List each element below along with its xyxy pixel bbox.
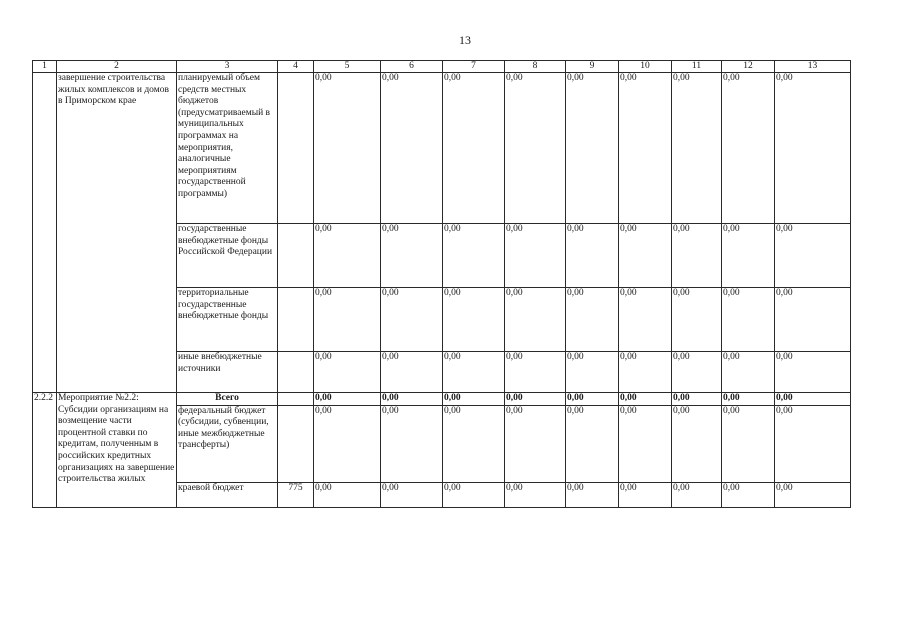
header-cell: 12 — [722, 61, 775, 73]
value-cell: 0,00 — [672, 224, 722, 288]
item-code: 2.2.2 — [33, 393, 57, 508]
funding-source: федеральный бюджет (субсидии, субвенции, иные межбюджетные трансферты) — [177, 405, 278, 482]
value-cell: 0,00 — [505, 405, 566, 482]
funding-source: Всего — [177, 393, 278, 406]
value-cell: 0,00 — [314, 288, 381, 352]
value-cell: 0,00 — [619, 224, 672, 288]
value-cell: 0,00 — [619, 482, 672, 507]
header-cell: 9 — [566, 61, 619, 73]
header-cell: 3 — [177, 61, 278, 73]
item-code — [33, 73, 57, 393]
value-cell: 0,00 — [775, 393, 851, 406]
value-cell: 0,00 — [672, 393, 722, 406]
header-cell: 1 — [33, 61, 57, 73]
value-cell: 0,00 — [381, 73, 443, 224]
value-cell: 0,00 — [775, 224, 851, 288]
budget-code — [278, 288, 314, 352]
value-cell: 0,00 — [672, 288, 722, 352]
item-description: Мероприятие №2.2: Субсидии организациям на возмещение части процентной ставки по кредитам, полученным в российских кредитных организациях на завершение строительства жилых — [57, 393, 177, 508]
table-header-row — [33, 61, 851, 73]
budget-code — [278, 393, 314, 406]
value-cell: 0,00 — [566, 405, 619, 482]
header-cell: 4 — [278, 61, 314, 73]
value-cell: 0,00 — [722, 352, 775, 393]
value-cell: 0,00 — [314, 73, 381, 224]
table-row — [33, 73, 851, 224]
value-cell: 0,00 — [722, 405, 775, 482]
value-cell: 0,00 — [381, 224, 443, 288]
value-cell: 0,00 — [381, 288, 443, 352]
value-cell: 0,00 — [619, 73, 672, 224]
value-cell: 0,00 — [443, 393, 505, 406]
value-cell: 0,00 — [505, 482, 566, 507]
value-cell: 0,00 — [619, 393, 672, 406]
value-cell: 0,00 — [775, 288, 851, 352]
value-cell: 0,00 — [443, 352, 505, 393]
item-description: завершение строительства жилых комплексов и домов в Приморском крае — [57, 73, 177, 393]
value-cell: 0,00 — [619, 405, 672, 482]
value-cell: 0,00 — [566, 288, 619, 352]
value-cell: 0,00 — [381, 352, 443, 393]
value-cell: 0,00 — [672, 73, 722, 224]
value-cell: 0,00 — [566, 224, 619, 288]
funding-source: территориальные государственные внебюджетные фонды — [177, 288, 278, 352]
header-cell: 8 — [505, 61, 566, 73]
value-cell: 0,00 — [775, 73, 851, 224]
value-cell: 0,00 — [381, 393, 443, 406]
value-cell: 0,00 — [722, 482, 775, 507]
header-cell: 10 — [619, 61, 672, 73]
value-cell: 0,00 — [672, 352, 722, 393]
value-cell: 0,00 — [381, 482, 443, 507]
value-cell: 0,00 — [775, 352, 851, 393]
value-cell: 0,00 — [443, 73, 505, 224]
header-cell: 2 — [57, 61, 177, 73]
value-cell: 0,00 — [722, 224, 775, 288]
value-cell: 0,00 — [619, 352, 672, 393]
budget-code: 775 — [278, 482, 314, 507]
value-cell: 0,00 — [505, 352, 566, 393]
header-cell: 7 — [443, 61, 505, 73]
funding-source: иные внебюджетные источники — [177, 352, 278, 393]
page-number: 13 — [459, 33, 471, 47]
funding-source: краевой бюджет — [177, 482, 278, 507]
value-cell: 0,00 — [314, 482, 381, 507]
value-cell: 0,00 — [505, 73, 566, 224]
value-cell: 0,00 — [775, 405, 851, 482]
header-cell: 5 — [314, 61, 381, 73]
funding-source: государственные внебюджетные фонды Российской Федерации — [177, 224, 278, 288]
value-cell: 0,00 — [443, 482, 505, 507]
value-cell: 0,00 — [443, 405, 505, 482]
value-cell: 0,00 — [672, 482, 722, 507]
header-cell: 11 — [672, 61, 722, 73]
budget-code — [278, 405, 314, 482]
value-cell: 0,00 — [505, 393, 566, 406]
value-cell: 0,00 — [672, 405, 722, 482]
value-cell: 0,00 — [722, 288, 775, 352]
budget-code — [278, 73, 314, 224]
table-row — [33, 393, 851, 406]
value-cell: 0,00 — [443, 224, 505, 288]
value-cell: 0,00 — [381, 405, 443, 482]
value-cell: 0,00 — [314, 224, 381, 288]
funding-source: планируемый объем средств местных бюджетов (предусматриваемый в муниципальных программах на мероприятия, аналогичные мероприятиям государственной программы) — [177, 73, 278, 224]
budget-table — [32, 60, 851, 508]
value-cell: 0,00 — [566, 393, 619, 406]
value-cell: 0,00 — [314, 352, 381, 393]
value-cell: 0,00 — [505, 288, 566, 352]
header-cell: 13 — [775, 61, 851, 73]
value-cell: 0,00 — [314, 393, 381, 406]
budget-code — [278, 224, 314, 288]
header-cell: 6 — [381, 61, 443, 73]
value-cell: 0,00 — [619, 288, 672, 352]
value-cell: 0,00 — [775, 482, 851, 507]
value-cell: 0,00 — [505, 224, 566, 288]
value-cell: 0,00 — [722, 73, 775, 224]
value-cell: 0,00 — [722, 393, 775, 406]
budget-code — [278, 352, 314, 393]
value-cell: 0,00 — [566, 482, 619, 507]
value-cell: 0,00 — [566, 352, 619, 393]
value-cell: 0,00 — [443, 288, 505, 352]
value-cell: 0,00 — [314, 405, 381, 482]
value-cell: 0,00 — [566, 73, 619, 224]
